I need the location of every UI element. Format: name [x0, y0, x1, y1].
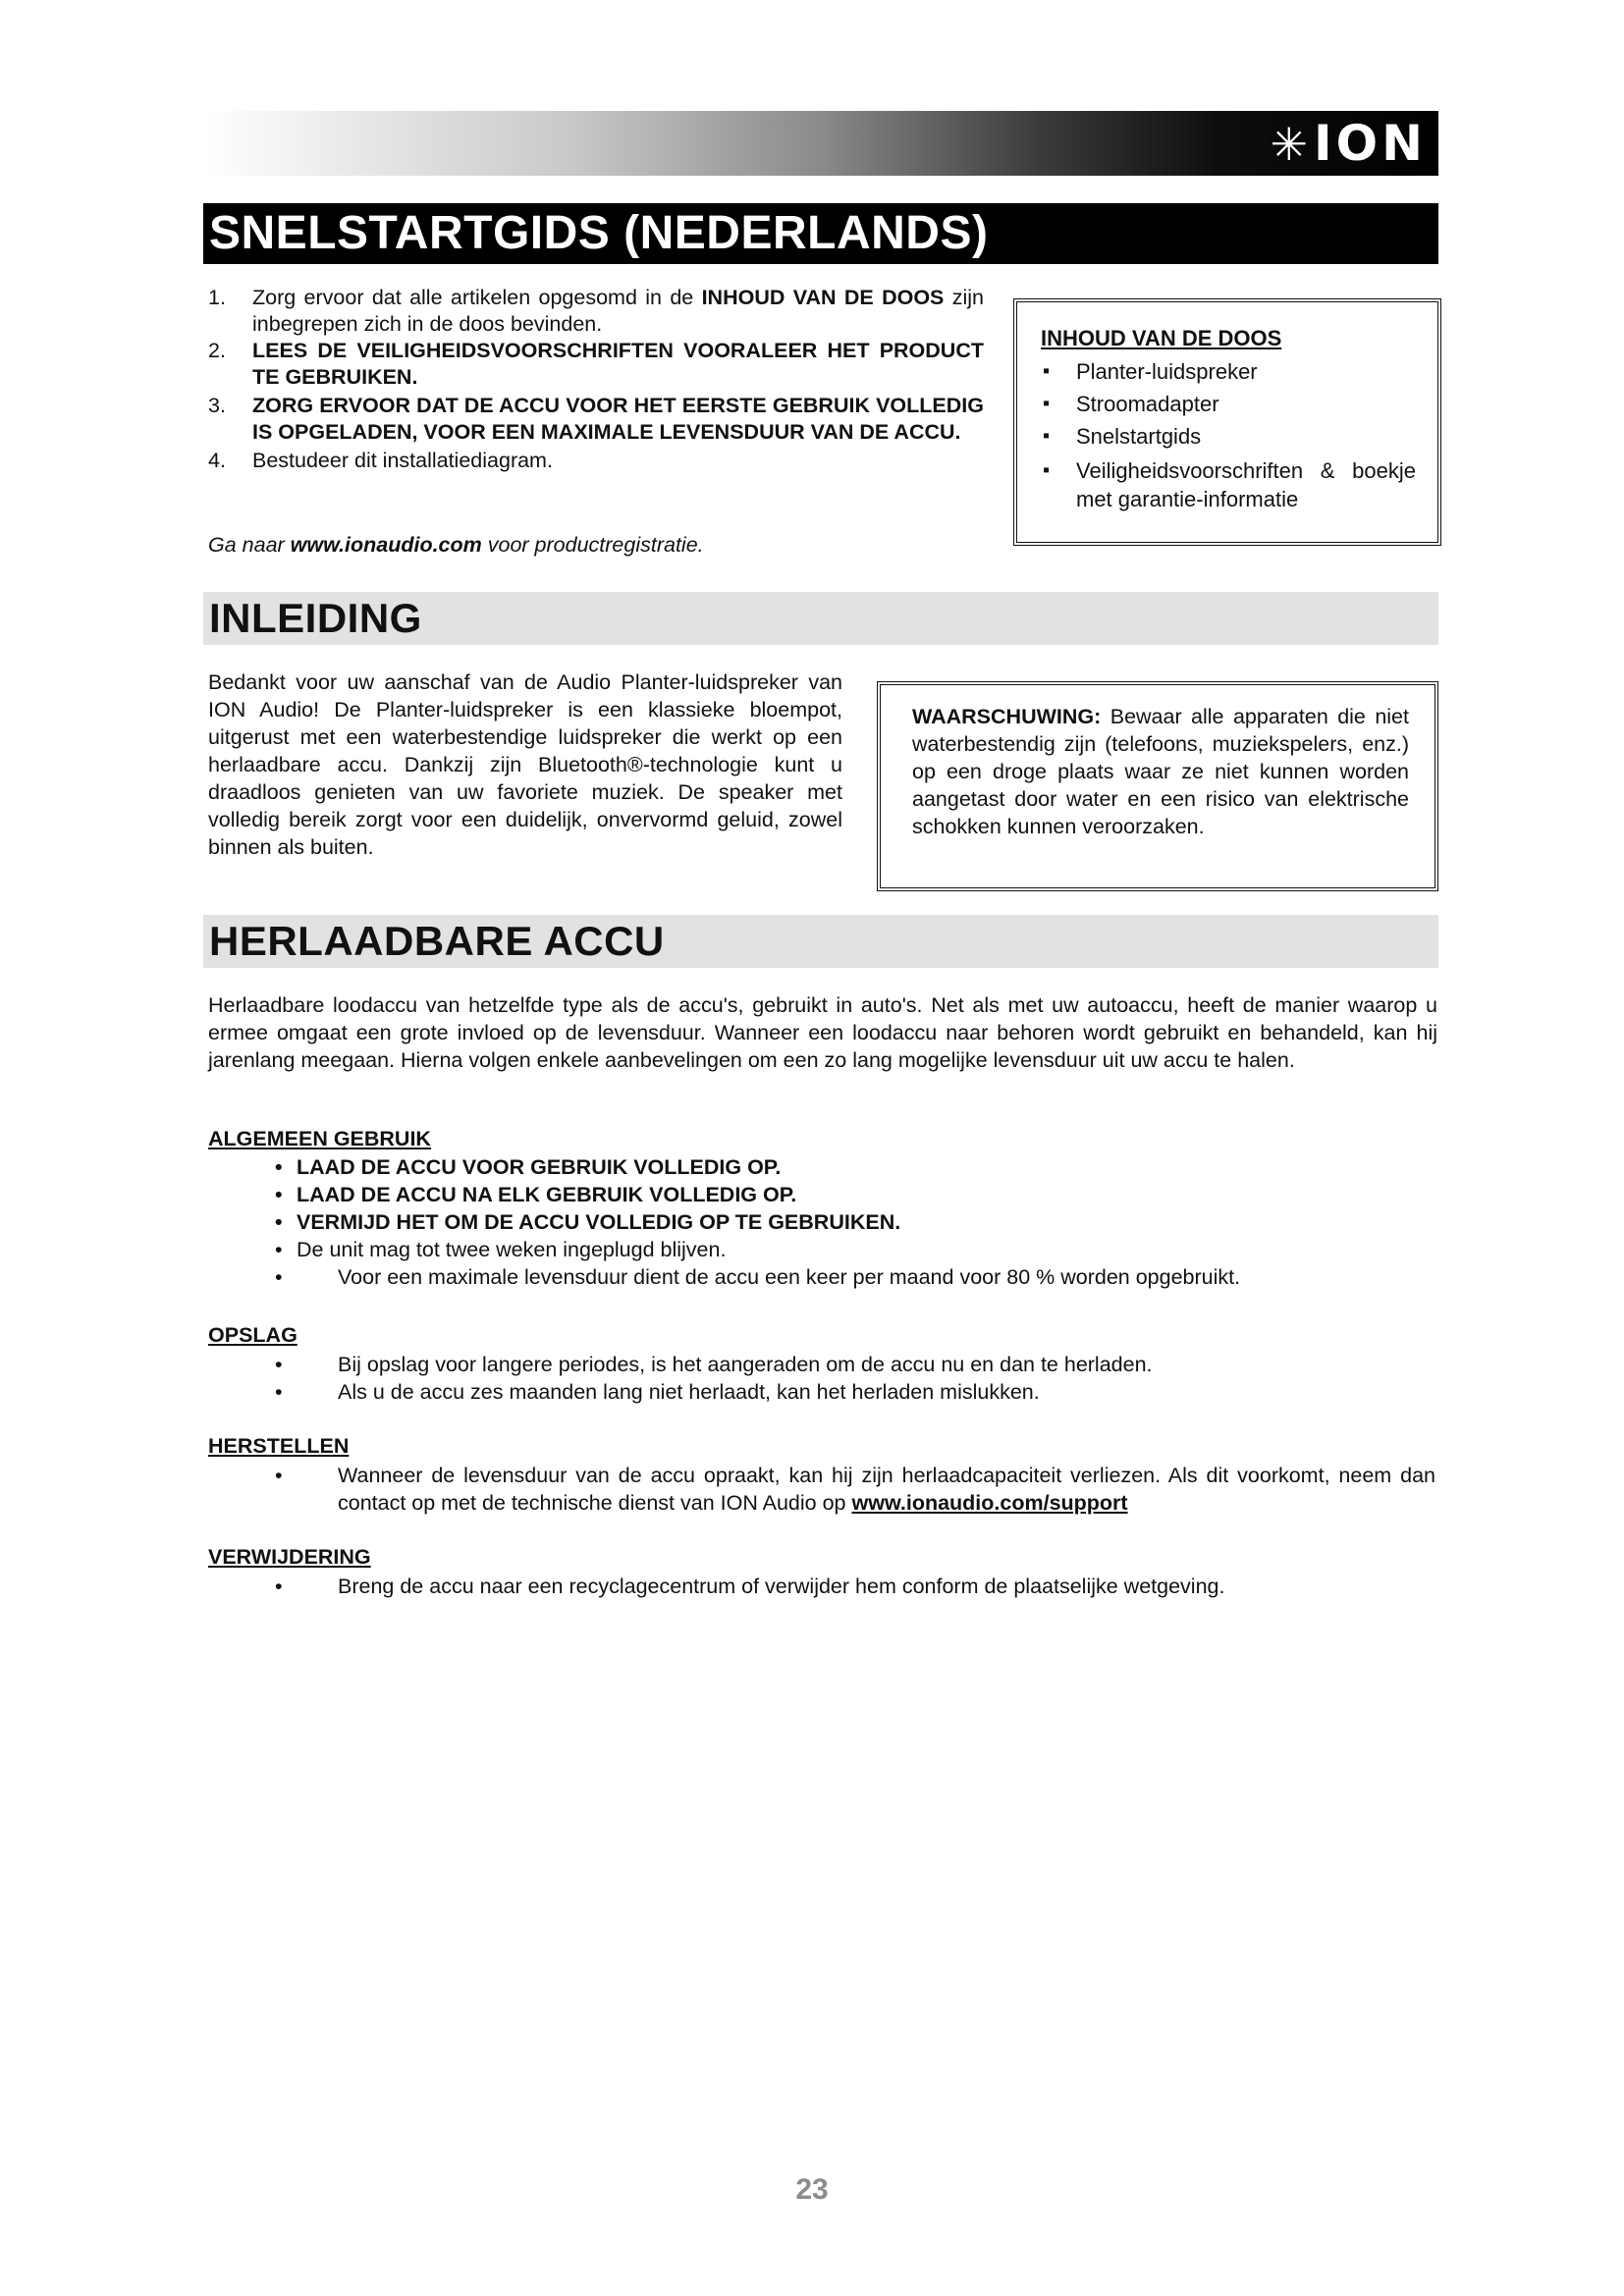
- subheading-herstellen: HERSTELLEN: [208, 1434, 350, 1458]
- box-item: ▪ Planter-luidspreker: [1041, 355, 1416, 388]
- bullet-icon: •: [275, 1575, 283, 1598]
- page-number: 23: [795, 2173, 829, 2206]
- step-text: zijn inbegrepen zich in de doos bevinden.: [252, 286, 985, 336]
- registration-text: Ga naar: [208, 533, 291, 557]
- list-item-text: VERMIJD HET OM DE ACCU VOLLEDIG OP TE GEBRUIKEN.: [297, 1210, 901, 1234]
- list-item-text: Bij opslag voor langere periodes, is het aangeraden om de accu nu en dan te herladen.: [338, 1353, 1153, 1376]
- subheading-algemeen: ALGEMEEN GEBRUIK: [208, 1127, 431, 1150]
- list-item-text: LAAD DE ACCU VOOR GEBRUIK VOLLEDIG OP.: [297, 1155, 782, 1179]
- header-banner: [203, 111, 1438, 176]
- step-number: 4.: [208, 449, 226, 472]
- section-heading: INLEIDING: [209, 595, 422, 641]
- subheading-opslag: OPSLAG: [208, 1323, 298, 1347]
- list-item: [208, 1573, 1435, 1600]
- step-text: ZORG ERVOOR DAT DE ACCU VOOR HET EERSTE GEBRUIK VOLLEDIG IS OPGELADEN, VOOR EEN MAXIMALE LEVENSDUUR VAN DE ACCU.: [252, 394, 984, 444]
- box-item: ▪ Veiligheidsvoorschriften & boekje met garantie-informatie: [1041, 456, 1416, 513]
- bullet-icon: •: [275, 1210, 283, 1234]
- star-burst-icon: ✳: [1270, 118, 1309, 171]
- step-number: 1.: [208, 286, 226, 309]
- logo-text: ION: [1314, 115, 1427, 172]
- step-text: LEES DE VEILIGHEIDSVOORSCHRIFTEN VOORALEER HET PRODUCT TE GEBRUIKEN.: [252, 339, 984, 389]
- list-item: [208, 1462, 1435, 1517]
- registration-link[interactable]: www.ionaudio.com: [290, 533, 482, 557]
- list-item: [208, 1208, 1435, 1236]
- step-number: 2.: [208, 339, 226, 362]
- list-item: [208, 1236, 1435, 1263]
- list-item: [208, 1263, 1435, 1291]
- box-contents-panel: [1013, 298, 1441, 546]
- bullet-icon: •: [275, 1238, 283, 1261]
- box-item: ▪ Stroomadapter: [1041, 388, 1416, 420]
- step-text: Bestudeer dit installatiediagram.: [252, 449, 553, 472]
- registration-text: voor productregistratie.: [481, 533, 704, 557]
- step-1: [208, 285, 984, 338]
- subheading-verwijdering: VERWIJDERING: [208, 1545, 371, 1569]
- bullet-icon: •: [275, 1155, 283, 1179]
- list-item: [208, 1181, 1435, 1208]
- list-item-text: De unit mag tot twee weken ingeplugd blijven.: [297, 1238, 727, 1261]
- bullet-icon: •: [275, 1353, 283, 1376]
- list-item-text: Als u de accu zes maanden lang niet herlaadt, kan het herladen mislukken.: [338, 1380, 1040, 1404]
- list-item: [208, 1351, 1435, 1378]
- step-text: Zorg ervoor dat alle artikelen opgesomd in de: [252, 286, 702, 309]
- step-number: 3.: [208, 394, 226, 417]
- support-link[interactable]: www.ionaudio.com/support: [851, 1491, 1128, 1515]
- opslag-list: [208, 1351, 1435, 1406]
- list-item-text: Breng de accu naar een recyclagecentrum of verwijder hem conform de plaatselijke wetgeving.: [338, 1575, 1225, 1598]
- box-item: ▪ Snelstartgids: [1041, 420, 1416, 453]
- step-bold-text: INHOUD VAN DE DOOS: [701, 286, 945, 309]
- bullet-icon: •: [275, 1464, 283, 1487]
- list-item-text: Wanneer de levensduur van de accu opraakt, kan hij zijn herlaadcapaciteit verliezen. Als dit voorkomt, neem dan contact op met de technische dienst van ION Audio op: [338, 1464, 1435, 1515]
- herstellen-list: [208, 1462, 1435, 1517]
- list-item: [208, 1378, 1435, 1406]
- warning-label: WAARSCHUWING:: [912, 705, 1102, 728]
- section-heading: HERLAADBARE ACCU: [209, 918, 665, 964]
- section-bar-accu: [203, 915, 1438, 968]
- page-title-bar: [203, 203, 1438, 264]
- list-item-text: LAAD DE ACCU NA ELK GEBRUIK VOLLEDIG OP.: [297, 1183, 797, 1206]
- intro-paragraph: Bedankt voor uw aanschaf van de Audio Planter-luidspreker van ION Audio! De Planter-luidspreker is een klassieke bloempot, uitgerust met een waterbestendige luidspreker die werkt op een herlaadbare accu. Dankzij zijn Bluetooth®-technologie kunt u draadloos genieten van uw favoriete muziek. De speaker met volledig bereik zorgt voor een duidelijk, onvervormd geluid, zowel binnen als buiten.: [208, 670, 842, 859]
- step-4: [208, 448, 984, 474]
- warning-text: Bewaar alle apparaten die niet waterbestendig zijn (telefoons, muziekspelers, enz.) op een droge plaats waar ze niet kunnen worden aangetast door water en een risico van elektrische schokken kunnen veroorzaken.: [912, 705, 1409, 838]
- warning-panel: [877, 681, 1438, 891]
- step-2: [208, 338, 984, 391]
- box-contents-heading: INHOUD VAN DE DOOS: [1041, 326, 1282, 350]
- section-bar-inleiding: [203, 592, 1438, 645]
- page-title: SNELSTARTGIDS (NEDERLANDS): [209, 207, 989, 259]
- list-item: [208, 1153, 1435, 1181]
- bullet-icon: •: [275, 1265, 283, 1289]
- list-item-text: Voor een maximale levensduur dient de accu een keer per maand voor 80 % worden opgebruikt.: [338, 1265, 1241, 1289]
- verwijdering-list: [208, 1573, 1435, 1600]
- accu-paragraph: Herlaadbare loodaccu van hetzelfde type als de accu's, gebruikt in auto's. Net als met uw autoaccu, heeft de manier waarop u ermee omgaat een grote invloed op de levensduur. Wanneer een loodaccu naar behoren wordt gebruikt en behandeld, kan hij jarenlang meegaan. Hierna volgen enkele aanbevelingen om een zo lang mogelijke levensduur uit uw accu te halen.: [208, 993, 1437, 1072]
- bullet-icon: •: [275, 1380, 283, 1404]
- ion-logo: [1270, 115, 1427, 173]
- step-3: [208, 393, 984, 446]
- registration-note: [208, 533, 704, 558]
- quickstart-steps: [208, 285, 984, 474]
- bullet-icon: •: [275, 1183, 283, 1206]
- algemeen-list: [208, 1153, 1435, 1291]
